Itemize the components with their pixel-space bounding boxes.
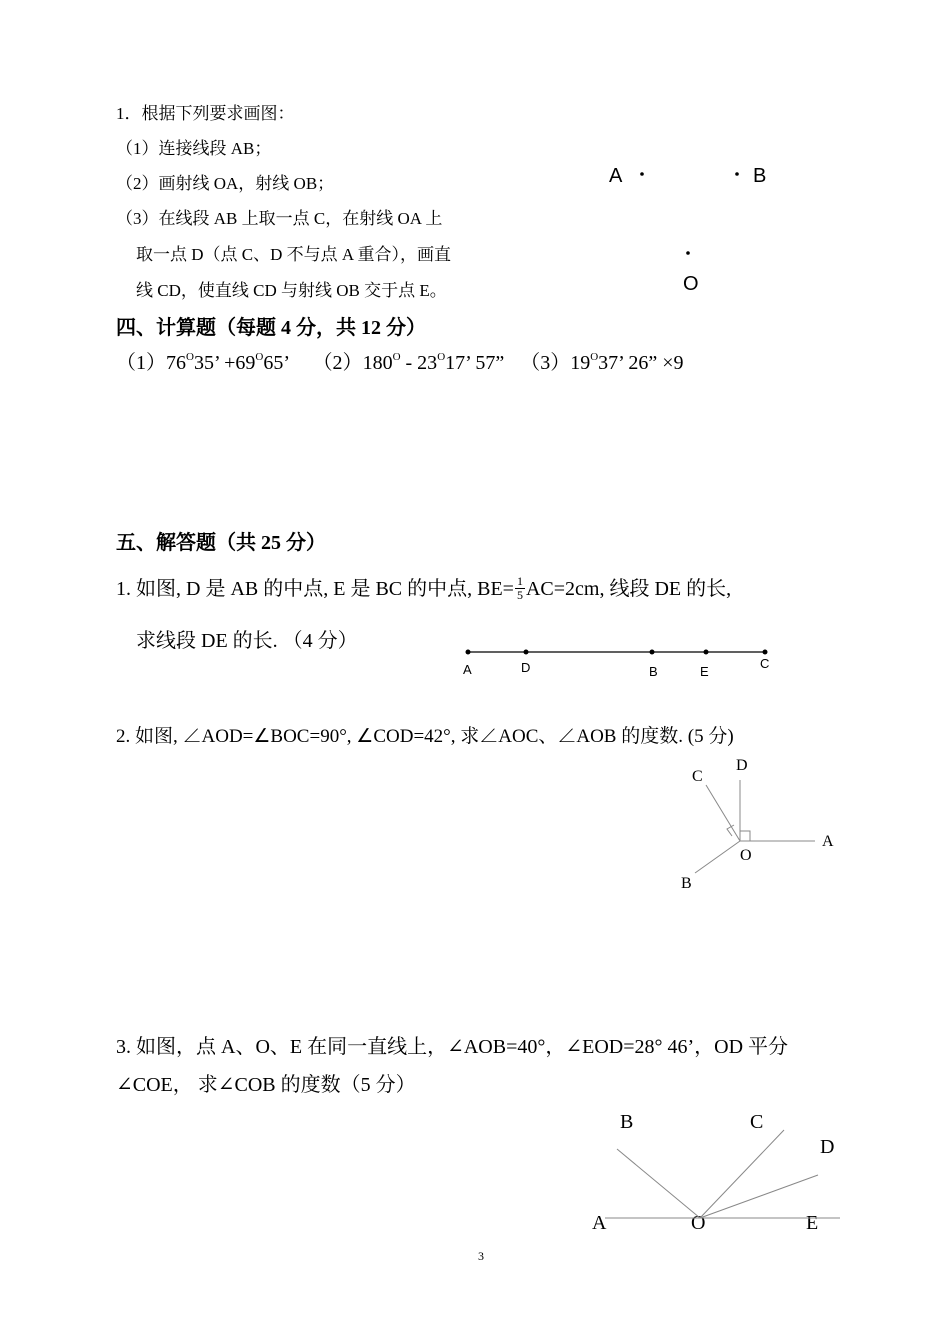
ray-od-q3 xyxy=(700,1175,818,1218)
ray-oc xyxy=(706,785,740,841)
q5-3-line2: ∠COE， 求∠COB 的度数（5 分） xyxy=(116,1074,416,1096)
q1-step1: （1）连接线段 AB； xyxy=(116,139,272,158)
ray-ob xyxy=(695,841,740,873)
seg-label-e: E xyxy=(700,664,709,679)
section4-heading: 四、计算题（每题 4 分，共 12 分） xyxy=(116,317,426,339)
q5-1-line2: 求线段 DE 的长. （4 分） xyxy=(136,630,358,652)
ray-ob-q3 xyxy=(617,1149,700,1218)
right-angle-mark-2 xyxy=(727,825,734,836)
seg-point-b xyxy=(650,650,655,655)
seg-label-c: C xyxy=(760,656,770,671)
q2-label-d: D xyxy=(736,757,748,774)
q1-step3-line3: 线 CD，使直线 CD 与射线 OB 交于点 E。 xyxy=(136,281,447,300)
angle-figure-q3 xyxy=(605,1130,840,1218)
fraction-one-fifth: $\frac{1}{5}$ xyxy=(516,573,523,602)
q2-label-b: B xyxy=(681,875,692,892)
seg-point-d xyxy=(524,650,529,655)
q3-label-a: A xyxy=(592,1212,607,1234)
q5-3-line1: 3. 如图，点 A、O、E 在同一直线上，∠AOB=40°，∠EOD=28° 46’，OD 平分 xyxy=(116,1036,789,1058)
point-o-dot xyxy=(686,251,690,255)
q5-2-text: 2. 如图, ∠AOD=∠BOC=90°, ∠COD=42°, 求∠AOC、∠AOB 的度数. (5 分) xyxy=(116,726,734,747)
q1-step3-line1: （3）在线段 AB 上取一点 C，在射线 OA 上 xyxy=(116,209,443,228)
q3-label-e: E xyxy=(806,1212,819,1234)
point-o-label: O xyxy=(683,273,699,295)
q5-1-line1: 1. 如图, D 是 AB 的中点, E 是 BC 的中点, BE= $\frac{1}{5}$ AC=2cm, 线段 DE 的长, xyxy=(116,573,732,602)
q2-label-a: A xyxy=(822,833,834,850)
q1-step2: （2）画射线 OA，射线 OB； xyxy=(116,174,335,193)
q3-label-o: O xyxy=(691,1212,706,1234)
q2-label-c: C xyxy=(692,768,703,785)
q3-label-b: B xyxy=(620,1111,634,1133)
seg-label-d: D xyxy=(521,660,531,675)
seg-point-e xyxy=(704,650,709,655)
point-b-label: B xyxy=(753,165,767,187)
section5-heading: 五、解答题（共 25 分） xyxy=(116,532,326,554)
q3-label-c: C xyxy=(750,1111,764,1133)
point-a-label: A xyxy=(609,165,623,187)
point-a-dot xyxy=(640,172,644,176)
calc1: $(1)76^O35$’ $+69^O65$’ xyxy=(116,351,289,374)
seg-point-c xyxy=(763,650,768,655)
point-b-dot xyxy=(735,172,739,176)
segment-figure xyxy=(466,650,768,655)
right-angle-mark xyxy=(740,831,750,841)
calc2: $(2)180^O - 23^O17$’ 57” xyxy=(312,351,505,374)
calc3: $(3)19^O37$’ 26” ×9 xyxy=(520,351,684,374)
angle-figure-q2 xyxy=(695,780,815,873)
seg-label-b: B xyxy=(649,664,658,679)
page-number: 3 xyxy=(478,1249,484,1263)
q3-label-d: D xyxy=(820,1136,835,1158)
ray-oc-q3 xyxy=(700,1130,784,1218)
q1-title: 1．根据下列要求画图： xyxy=(116,104,295,123)
q1-step3-line2: 取一点 D（点 C、D 不与点 A 重合），画直 xyxy=(136,245,451,264)
seg-label-a: A xyxy=(463,662,472,677)
seg-point-a xyxy=(466,650,471,655)
q2-label-o: O xyxy=(740,847,752,864)
